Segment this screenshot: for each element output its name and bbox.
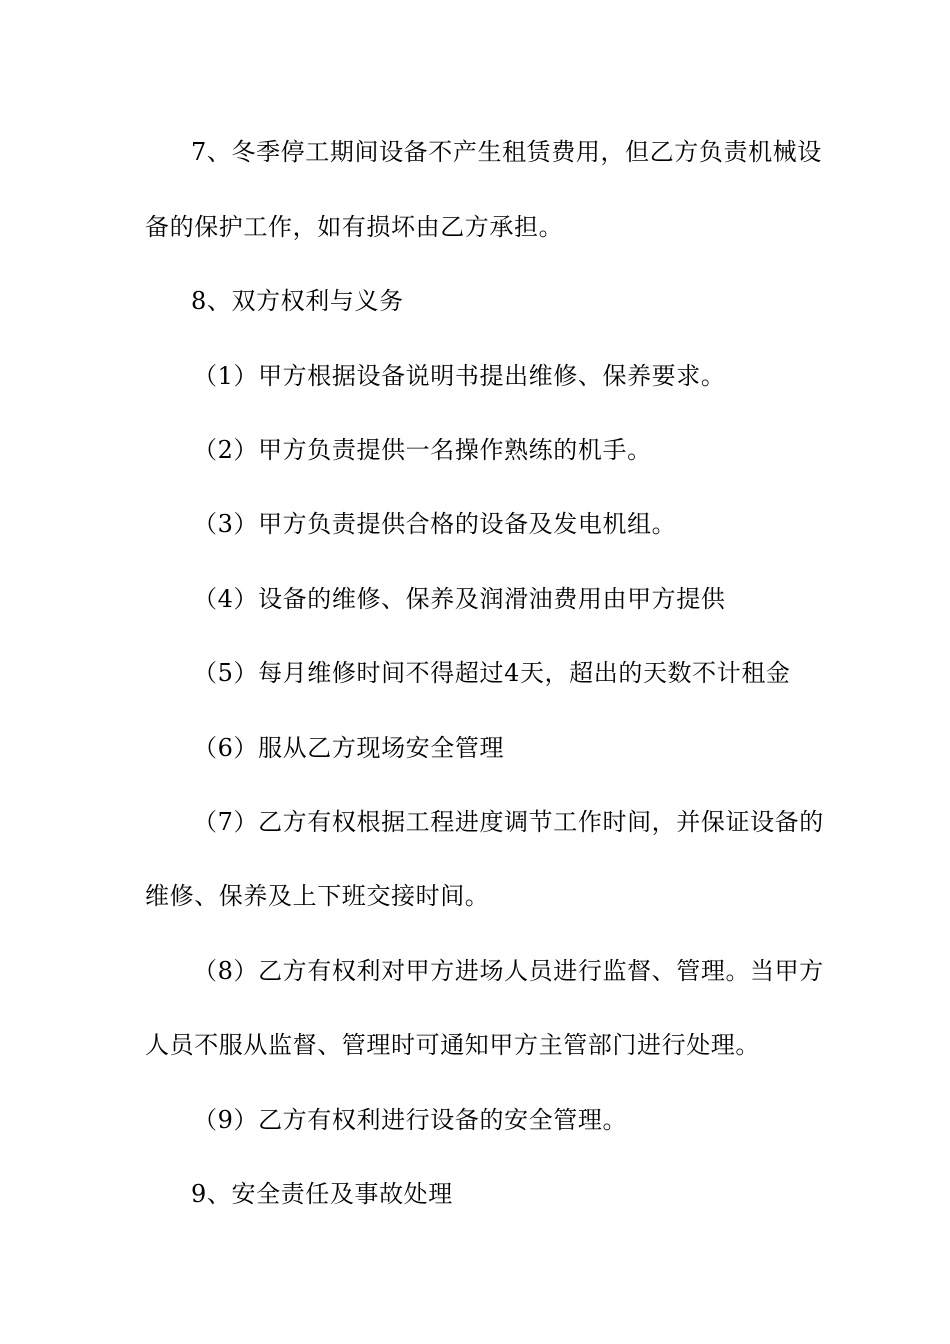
item-8-line-1: （8）乙方有权利对甲方进场人员进行监督、管理。当甲方 [193,957,824,985]
item-8-line-2: 人员不服从监督、管理时可通知甲方主管部门进行处理。 [145,1031,760,1059]
item-6: （6）服从乙方现场安全管理 [193,734,505,762]
clause-7-line-1: 7、冬季停工期间设备不产生租赁费用，但乙方负责机械设 [191,138,822,166]
item-7-line-1: （7）乙方有权根据工程进度调节工作时间，并保证设备的 [193,808,824,836]
section-9-heading: 9、安全责任及事故处理 [191,1180,453,1208]
item-1: （1）甲方根据设备说明书提出维修、保养要求。 [193,362,726,390]
section-8-heading: 8、双方权利与义务 [191,287,404,315]
item-5: （5）每月维修时间不得超过4天，超出的天数不计租金 [193,659,791,687]
item-9: （9）乙方有权利进行设备的安全管理。 [193,1106,628,1134]
item-3: （3）甲方负责提供合格的设备及发电机组。 [193,510,677,538]
item-2: （2）甲方负责提供一名操作熟练的机手。 [193,436,652,464]
clause-7-line-2: 备的保护工作，如有损坏由乙方承担。 [145,213,564,241]
item-4: （4）设备的维修、保养及润滑油费用由甲方提供 [193,585,726,613]
item-7-line-2: 维修、保养及上下班交接时间。 [145,882,490,910]
